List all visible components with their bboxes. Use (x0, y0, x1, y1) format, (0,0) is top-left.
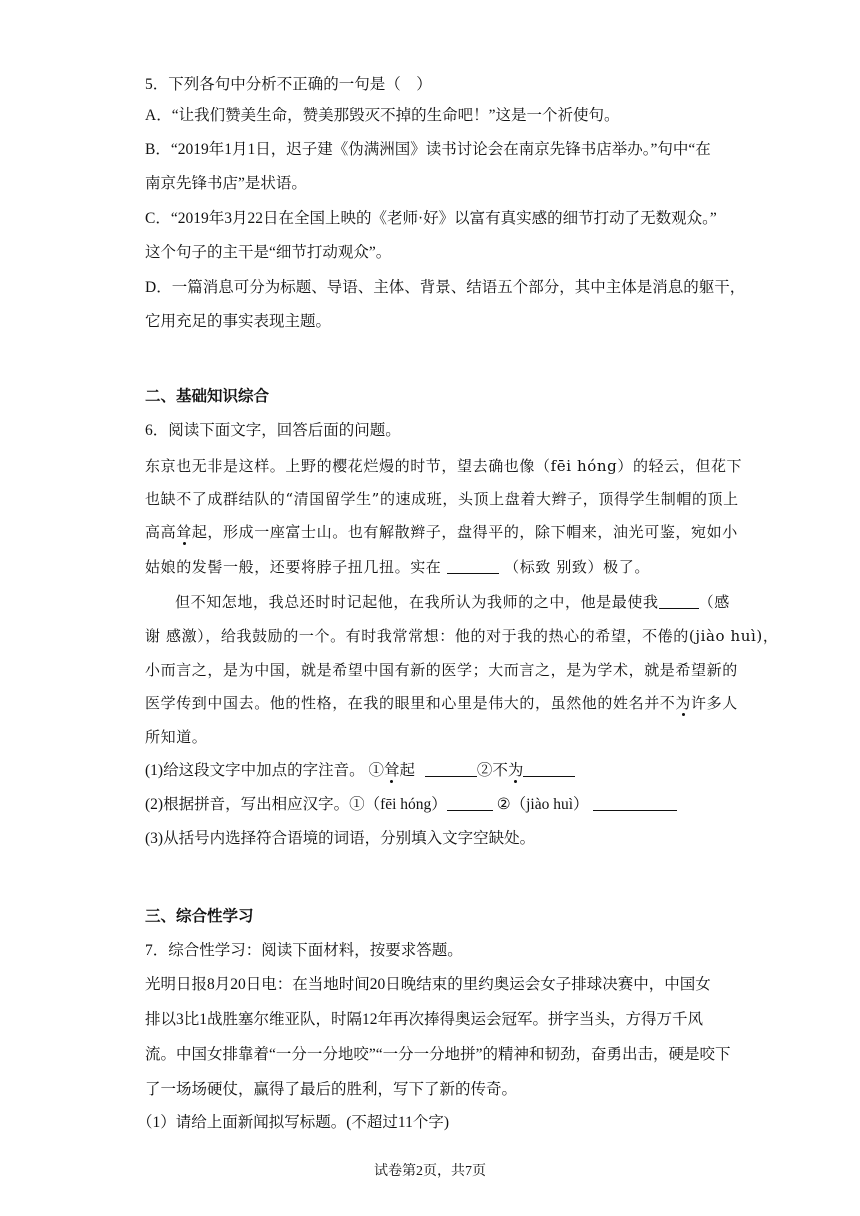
news-line-3: 流。中国女排靠着“一分一分地咬”“一分一分地拼”的精神和韧劲，奋勇出击，硬是咬下 (145, 1046, 731, 1063)
answer-blank[interactable] (523, 760, 575, 777)
q7-sub-1: （1）请给上面新闻拟写标题。(不超过11个字) (137, 1114, 449, 1131)
q5-stem: 5．下列各句中分析不正确的一句是（ ） (145, 76, 432, 93)
passage-line-6: 谢 感激），给我鼓励的一个。有时我常常想：他的对于我的热心的希望，不倦的(jiào huì)， (145, 627, 779, 645)
answer-blank[interactable] (447, 794, 493, 811)
q5-option-d-line2: 它用充足的事实表现主题。 (145, 313, 332, 330)
sub-text: (2)根据拼音，写出相应汉字。①（fēi hóng） (145, 796, 447, 813)
sub-text: ②（jiào huì） (496, 796, 589, 813)
passage-text: 高高 (145, 523, 177, 541)
passage-text: （感 (698, 593, 730, 611)
news-line-1: 光明日报8月20日电：在当地时间20日晚结束的里约奥运会女子排球决赛中，中国女 (145, 976, 711, 993)
passage-text: 但不知怎地，我总还时时记起他，在我所认为我师的之中，他是最使我 (175, 593, 659, 611)
news-line-4: 了一场场硬仗，赢得了最后的胜利，写下了新的传奇。 (145, 1081, 518, 1098)
passage-text: 许多人 (691, 694, 738, 712)
dotted-char: 耸 (176, 523, 192, 541)
q5-option-c-line2: 这个句子的主干是“细节打动观众”。 (145, 244, 392, 261)
answer-blank[interactable] (593, 794, 677, 811)
sub-text: 起 (399, 762, 415, 779)
q6-sub-3: (3)从括号内选择符合语境的词语，分别填入文字空缺处。 (145, 830, 536, 847)
passage-line-5 (175, 591, 730, 613)
passage-line-8 (145, 692, 738, 714)
passage-text: （标致 别致）极了。 (504, 558, 650, 576)
passage-text: 起，形成一座富士山。也有解散辫子，盘得平的，除下帽来，油光可鉴，宛如小 (191, 523, 738, 541)
q5-option-a: A．“让我们赞美生命，赞美那毁灭不掉的生命吧！”这是一个祈使句。 (145, 107, 620, 124)
q5-option-b-line1: B．“2019年1月1日，迟子建《伪满洲国》读书讨论会在南京先锋书店举办。”句中“在 (145, 141, 711, 158)
passage-line-4 (145, 556, 650, 578)
answer-blank[interactable] (447, 557, 499, 574)
q7-stem: 7．综合性学习：阅读下面材料，按要求答题。 (145, 942, 463, 959)
news-line-2: 排以3比1战胜塞尔维亚队，时隔12年再次捧得奥运会冠军。拼字当头，方得万千风 (145, 1011, 704, 1028)
answer-blank[interactable] (659, 592, 699, 609)
dotted-char: 为 (507, 762, 524, 779)
passage-line-1: 东京也无非是这样。上野的樱花烂熳的时节，望去确也像（fēi hóng）的轻云，但花下 (145, 457, 743, 475)
q6-stem: 6．阅读下面文字，回答后面的问题。 (145, 422, 401, 439)
answer-blank[interactable] (425, 760, 477, 777)
section-2-title: 二、基础知识综合 (145, 388, 270, 405)
section-3-title: 三、综合性学习 (145, 908, 254, 925)
sub-text: ②不 (476, 762, 508, 779)
passage-text: 姑娘的发髻一般，还要将脖子扭几扭。实在 (145, 558, 442, 576)
q5-option-c-line1: C．“2019年3月22日在全国上映的《老师·好》以富有真实感的细节打动了无数观众。” (145, 210, 717, 227)
sub-text: (1)给这段文字中加点的字注音。 ① (145, 762, 384, 779)
dotted-char: 耸 (383, 762, 400, 779)
q5-option-d-line1: D．一篇消息可分为标题、导语、主体、背景、结语五个部分，其中主体是消息的躯干， (145, 279, 746, 296)
passage-line-7: 小而言之，是为中国，就是希望中国有新的医学；大而言之，是为学术，就是希望新的 (145, 661, 738, 679)
passage-line-9: 所知道。 (145, 728, 208, 746)
passage-line-2: 也缺不了成群结队的“清国留学生”的速成班，头顶上盘着大辫子，顶得学生制帽的顶上 (145, 490, 739, 508)
dotted-char: 为 (675, 694, 692, 712)
passage-line-3 (145, 521, 738, 543)
passage-text: 医学传到中国去。他的性格，在我的眼里和心里是伟大的，虽然他的姓名并不 (145, 694, 676, 712)
page-footer: 试卷第2页，共7页 (374, 1164, 486, 1179)
q6-sub-2 (145, 794, 677, 816)
q6-sub-1 (145, 760, 575, 782)
q5-option-b-line2: 南京先锋书店”是状语。 (145, 175, 307, 192)
